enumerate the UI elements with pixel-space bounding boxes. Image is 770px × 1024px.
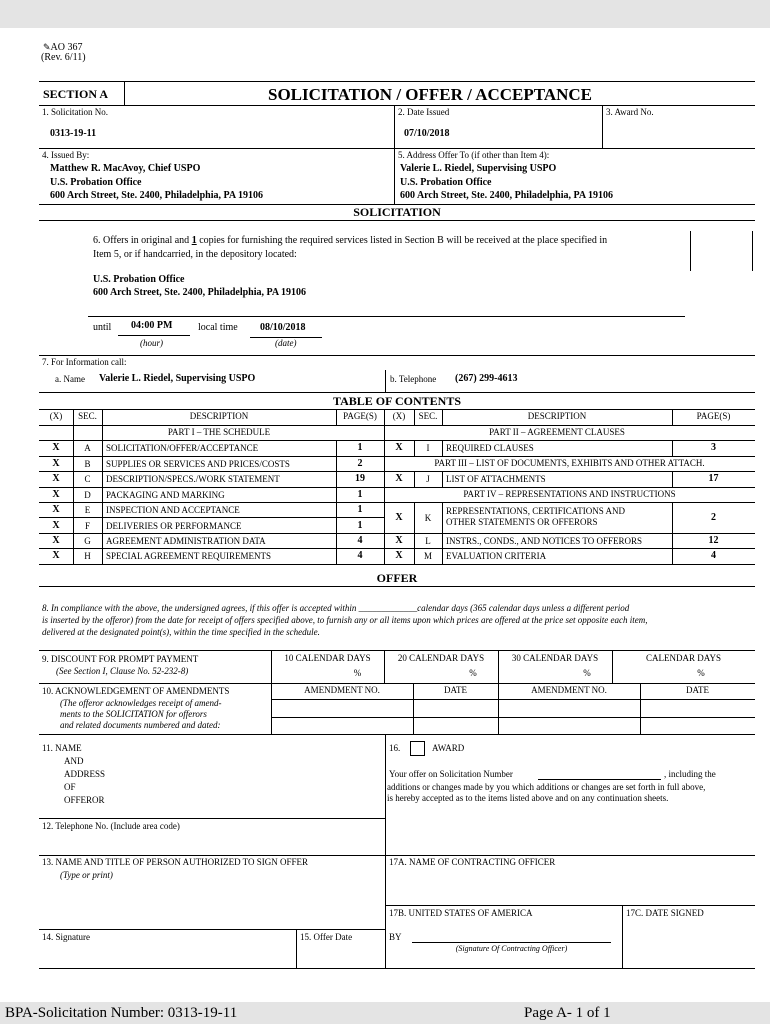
info-tel-value: (267) 299-4613 (455, 373, 518, 384)
date-issued-label: 2. Date Issued (398, 107, 450, 117)
toc-sec: B (84, 459, 91, 469)
toc-col-pages: PAGE(S) (696, 411, 731, 421)
toc-desc: SUPPLIES OR SERVICES AND PRICES/COSTS (106, 459, 290, 469)
amend-col: AMENDMENT NO. (531, 685, 607, 695)
signature-label: 14. Signature (42, 932, 90, 942)
pen-icon: ✎ (43, 42, 51, 52)
issued-by-line: U.S. Probation Office (50, 177, 142, 188)
toc-mark: X (395, 550, 403, 561)
toc-pages: 12 (708, 535, 719, 546)
form-code: ✎AO 367 (43, 42, 83, 53)
award-text: , including the (664, 769, 716, 779)
depository-line: 600 Arch Street, Ste. 2400, Philadelphia, PA 19106 (93, 287, 307, 298)
offeror-label: OF (64, 782, 76, 792)
award-number: 16. (389, 743, 401, 753)
offeror-label: 11. NAME (42, 743, 82, 753)
toc-sec: H (84, 551, 91, 561)
toc-pages: 3 (711, 442, 716, 453)
toc-mark: X (52, 458, 60, 469)
toc-pages: 2 (711, 512, 716, 523)
toc-desc: INSPECTION AND ACCEPTANCE (106, 505, 240, 515)
toc-pages: 17 (708, 473, 719, 484)
header-band (0, 0, 770, 28)
item6-line2: Item 5, or if handcarried, in the depository located: (93, 249, 297, 260)
toc-mark: X (395, 473, 403, 484)
until-label: until (93, 322, 112, 333)
copies-count: 1 (191, 235, 197, 246)
item8-line: 8. In compliance with the above, the undersigned agrees, if this offer is accepted within _____________calendar days (365 calendar days unless a different period (42, 603, 630, 613)
discount-col: 10 CALENDAR DAYS (284, 653, 371, 663)
amend-col: AMENDMENT NO. (304, 685, 380, 695)
discount-col: 30 CALENDAR DAYS (511, 653, 599, 663)
toc-mark: X (52, 504, 60, 515)
toc-desc: DESCRIPTION/SPECS./WORK STATEMENT (106, 474, 280, 484)
item8-line: is inserted by the offeror) from the date for receipt of offers specified above, to furnish any or all items upon which prices are offered at the price set opposite each item, (42, 615, 648, 625)
toc-mark: X (395, 442, 403, 453)
toc-col-x: (X) (49, 411, 63, 421)
date-signed-label: 17C. DATE SIGNED (626, 908, 704, 918)
toc-mark: X (52, 473, 60, 484)
discount-label: 9. DISCOUNT FOR PROMPT PAYMENT (42, 654, 199, 664)
toc-col-x: (X) (392, 411, 406, 421)
footer-solicitation-number: BPA-Solicitation Number: 0313-19-11 (5, 1005, 238, 1021)
form-revision: (Rev. 6/11) (41, 52, 86, 63)
item6-line1: 6. Offers in original and 1 copies for furnishing the required services listed in Section B will be received at the place specified in (93, 235, 608, 246)
toc-mark: X (52, 535, 60, 546)
award-no-label: 3. Award No. (606, 107, 654, 117)
toc-pages: 4 (711, 550, 716, 561)
date-value: 08/10/2018 (260, 322, 306, 333)
discount-percent: % (469, 668, 477, 678)
award-text: additions or changes made by you which additions or changes are set forth in full above, (387, 782, 706, 792)
offeror-label: ADDRESS (64, 769, 106, 779)
date-caption: (date) (275, 338, 297, 348)
time-value: 04:00 PM (131, 320, 173, 331)
toc-part1: PART I – THE SCHEDULE (167, 427, 271, 437)
toc-desc: EVALUATION CRITERIA (446, 551, 547, 561)
solicitation-no-value: 0313-19-11 (50, 128, 97, 139)
toc-pages: 2 (357, 458, 363, 469)
award-text: is hereby accepted as to the items listed above and on any continuation sheets. (387, 793, 669, 803)
discount-col: 20 CALENDAR DAYS (397, 653, 485, 663)
toc-col-sec: SEC. (418, 411, 438, 421)
info-name-label: a. Name (55, 374, 85, 384)
toc-desc: SPECIAL AGREEMENT REQUIREMENTS (106, 551, 272, 561)
toc-mark: X (52, 489, 60, 500)
toc-desc: LIST OF ATTACHMENTS (446, 474, 546, 484)
toc-desc: PACKAGING AND MARKING (106, 490, 225, 500)
toc-desc: REPRESENTATIONS, CERTIFICATIONS AND (446, 506, 626, 516)
signer-label: 13. NAME AND TITLE OF PERSON AUTHORIZED TO SIGN OFFER (42, 857, 309, 867)
info-call-label: 7. For Information call: (42, 357, 127, 367)
toc-mark: X (52, 442, 60, 453)
offeror-label: OFFEROR (64, 795, 105, 805)
toc-sec: I (426, 443, 430, 453)
info-tel-label: b. Telephone (390, 374, 437, 384)
by-label: BY (389, 932, 402, 942)
form-title: SOLICITATION / OFFER / ACCEPTANCE (268, 85, 592, 104)
toc-pages: 4 (357, 535, 363, 546)
section-label: SECTION A (43, 87, 109, 101)
toc-sec: A (84, 443, 91, 453)
toc-part4: PART IV – REPRESENTATIONS AND INSTRUCTIONS (463, 489, 676, 499)
toc-desc: INSTRS., CONDS., AND NOTICES TO OFFERORS (446, 536, 642, 546)
footer-page-number: Page A- 1 of 1 (524, 1005, 611, 1021)
info-name-value: Valerie L. Riedel, Supervising USPO (99, 373, 256, 384)
amend-col: DATE (444, 685, 467, 695)
toc-part3: PART III – LIST OF DOCUMENTS, EXHIBITS AND OTHER ATTACH. (434, 458, 705, 468)
amend-col: DATE (686, 685, 709, 695)
toc-mark: X (52, 550, 60, 561)
address-offer-label: 5. Address Offer To (if other than Item 4): (398, 150, 550, 160)
telephone-label: 12. Telephone No. (Include area code) (42, 821, 180, 831)
issued-by-line: 600 Arch Street, Ste. 2400, Philadelphia, PA 19106 (50, 190, 264, 201)
usa-label: 17B. UNITED STATES OF AMERICA (389, 908, 533, 918)
toc-desc: SOLICITATION/OFFER/ACCEPTANCE (106, 443, 259, 453)
item8-line: delivered at the designated point(s), within the time specified in the schedule. (42, 627, 320, 637)
contracting-officer-label: 17A. NAME OF CONTRACTING OFFICER (389, 857, 556, 867)
discount-percent: % (583, 668, 591, 678)
hour-caption: (hour) (140, 338, 163, 348)
toc-desc: REQUIRED CLAUSES (446, 443, 534, 453)
toc-pages: 4 (357, 550, 363, 561)
offer-heading: OFFER (376, 571, 418, 585)
toc-sec: E (84, 505, 91, 515)
amend-sub: (The offeror acknowledges receipt of amend- (60, 698, 222, 708)
solicitation-no-label: 1. Solicitation No. (42, 107, 108, 117)
date-issued-value: 07/10/2018 (404, 128, 450, 139)
offer-date-label: 15. Offer Date (300, 932, 353, 942)
toc-pages: 1 (357, 504, 363, 515)
issued-by-line: Matthew R. MacAvoy, Chief USPO (50, 163, 201, 174)
award-text: Your offer on Solicitation Number (389, 769, 513, 779)
award-checkbox[interactable] (410, 741, 425, 756)
address-offer-line: U.S. Probation Office (400, 177, 492, 188)
toc-col-pages: PAGE(S) (343, 411, 377, 421)
discount-percent: % (353, 668, 362, 678)
toc-sec: J (426, 474, 430, 484)
discount-percent: % (697, 668, 705, 678)
toc-pages: 1 (357, 442, 363, 453)
amend-sub: and related documents numbered and dated: (60, 720, 221, 730)
solicitation-heading: SOLICITATION (353, 205, 441, 219)
toc-col-desc: DESCRIPTION (527, 411, 587, 421)
toc-col-sec: SEC. (78, 411, 97, 421)
discount-sub: (See Section I, Clause No. 52-232-8) (56, 666, 189, 676)
toc-desc: DELIVERIES OR PERFORMANCE (106, 521, 242, 531)
toc-sec: D (84, 490, 91, 500)
toc-mark: X (52, 520, 60, 531)
offeror-label: AND (64, 756, 84, 766)
toc-pages: 1 (357, 520, 363, 531)
toc-sec: L (425, 536, 431, 546)
award-label: AWARD (432, 743, 465, 753)
toc-mark: X (395, 535, 403, 546)
toc-part2: PART II – AGREEMENT CLAUSES (489, 427, 625, 437)
toc-sec: G (84, 536, 91, 546)
toc-heading: TABLE OF CONTENTS (332, 394, 462, 408)
depository-line: U.S. Probation Office (93, 274, 185, 285)
address-offer-line: Valerie L. Riedel, Supervising USPO (400, 163, 557, 174)
amend-label: 10. ACKNOWLEDGEMENT OF AMENDMENTS (42, 686, 230, 696)
amend-sub: ments to the SOLICITATION for offerors (60, 709, 207, 719)
toc-sec: M (423, 551, 432, 561)
toc-sec: C (84, 474, 91, 484)
discount-col: CALENDAR DAYS (646, 653, 721, 663)
address-offer-line: 600 Arch Street, Ste. 2400, Philadelphia, PA 19106 (400, 190, 614, 201)
toc-col-desc: DESCRIPTION (189, 411, 249, 421)
signature-caption: (Signature Of Contracting Officer) (455, 944, 568, 953)
toc-mark: X (395, 512, 403, 523)
signer-sub: (Type or print) (60, 870, 113, 880)
local-time-label: local time (198, 322, 238, 333)
toc-pages: 19 (355, 473, 365, 484)
toc-sec: K (424, 513, 432, 523)
issued-by-label: 4. Issued By: (42, 150, 90, 160)
toc-sec: F (84, 521, 90, 531)
toc-pages: 1 (357, 489, 363, 500)
toc-desc: OTHER STATEMENTS OR OFFERORS (446, 517, 598, 527)
toc-desc: AGREEMENT ADMINISTRATION DATA (106, 536, 266, 546)
